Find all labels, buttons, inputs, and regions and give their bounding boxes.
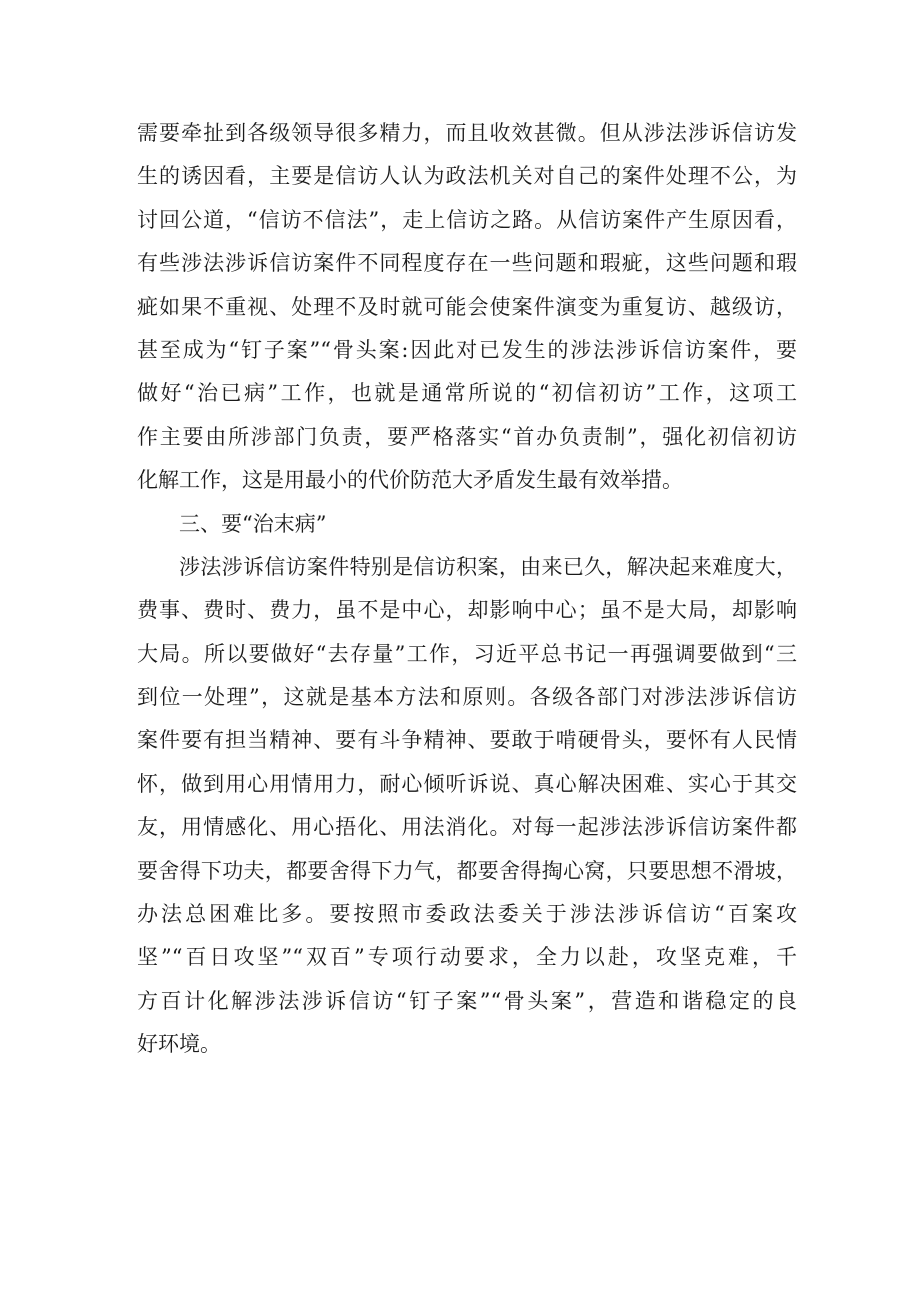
text-line: 方百计化解涉法涉诉信访“钉子案”“骨头案”，营造和谐稳定的良	[137, 988, 797, 1013]
text-line: 做好“治已病”工作，也就是通常所说的“初信初访”工作，这项工	[137, 381, 797, 406]
text-line: 好环境。	[137, 1032, 221, 1057]
text-line: 到位一处理”，这就是基本方法和原则。各级各部门对涉法涉诉信访	[137, 685, 797, 710]
text-line: 有些涉法涉诉信访案件不同程度存在一些问题和瑕疵，这些问题和瑕	[137, 251, 797, 276]
text-line: 友，用情感化、用心捂化、用法消化。对每一起涉法涉诉信访案件都	[137, 815, 797, 840]
text-line: 案件要有担当精神、要有斗争精神、要敢于啃硬骨头，要怀有人民情	[137, 728, 797, 753]
text-line: 作主要由所涉部门负责，要严格落实“首办负责制”，强化初信初访	[137, 424, 797, 449]
text-line: 疵如果不重视、处理不及时就可能会使案件演变为重复访、越级访，	[137, 294, 797, 319]
text-line: 费事、费时、费力，虽不是中心，却影响中心；虽不是大局，却影响	[137, 598, 797, 623]
text-line: 涉法涉诉信访案件特别是信访积案，由来已久，解决起来难度大，	[179, 554, 797, 579]
text-line: 甚至成为“钉子案”“骨头案:因此对已发生的涉法涉诉信访案件，要	[137, 337, 797, 362]
text-line: 生的诱因看，主要是信访人认为政法机关对自己的案件处理不公，为	[137, 164, 797, 189]
text-line: 办法总困难比多。要按照市委政法委关于涉法涉诉信访“百案攻	[137, 902, 797, 927]
text-line: 讨回公道，“信访不信法”，走上信访之路。从信访案件产生原因看，	[137, 207, 797, 232]
text-line: 需要牵扯到各级领导很多精力，而且收效甚微。但从涉法涉诉信访发	[137, 121, 797, 145]
section-heading: 三、要“治末病”	[179, 511, 327, 536]
text-line: 要舍得下功夫，都要舍得下力气，都要舍得掏心窝，只要思想不滑坡，	[137, 858, 797, 883]
text-line: 大局。所以要做好“去存量”工作，习近平总书记一再强调要做到“三	[137, 641, 797, 666]
text-line: 怀，做到用心用情用力，耐心倾听诉说、真心解决困难、实心于其交	[137, 771, 797, 796]
text-line: 化解工作，这是用最小的代价防范大矛盾发生最有效举措。	[137, 468, 683, 493]
document-body	[137, 112, 797, 1067]
text-line: 坚”“百日攻坚”“双百”专项行动要求，全力以赴，攻坚克难，千	[137, 945, 797, 970]
